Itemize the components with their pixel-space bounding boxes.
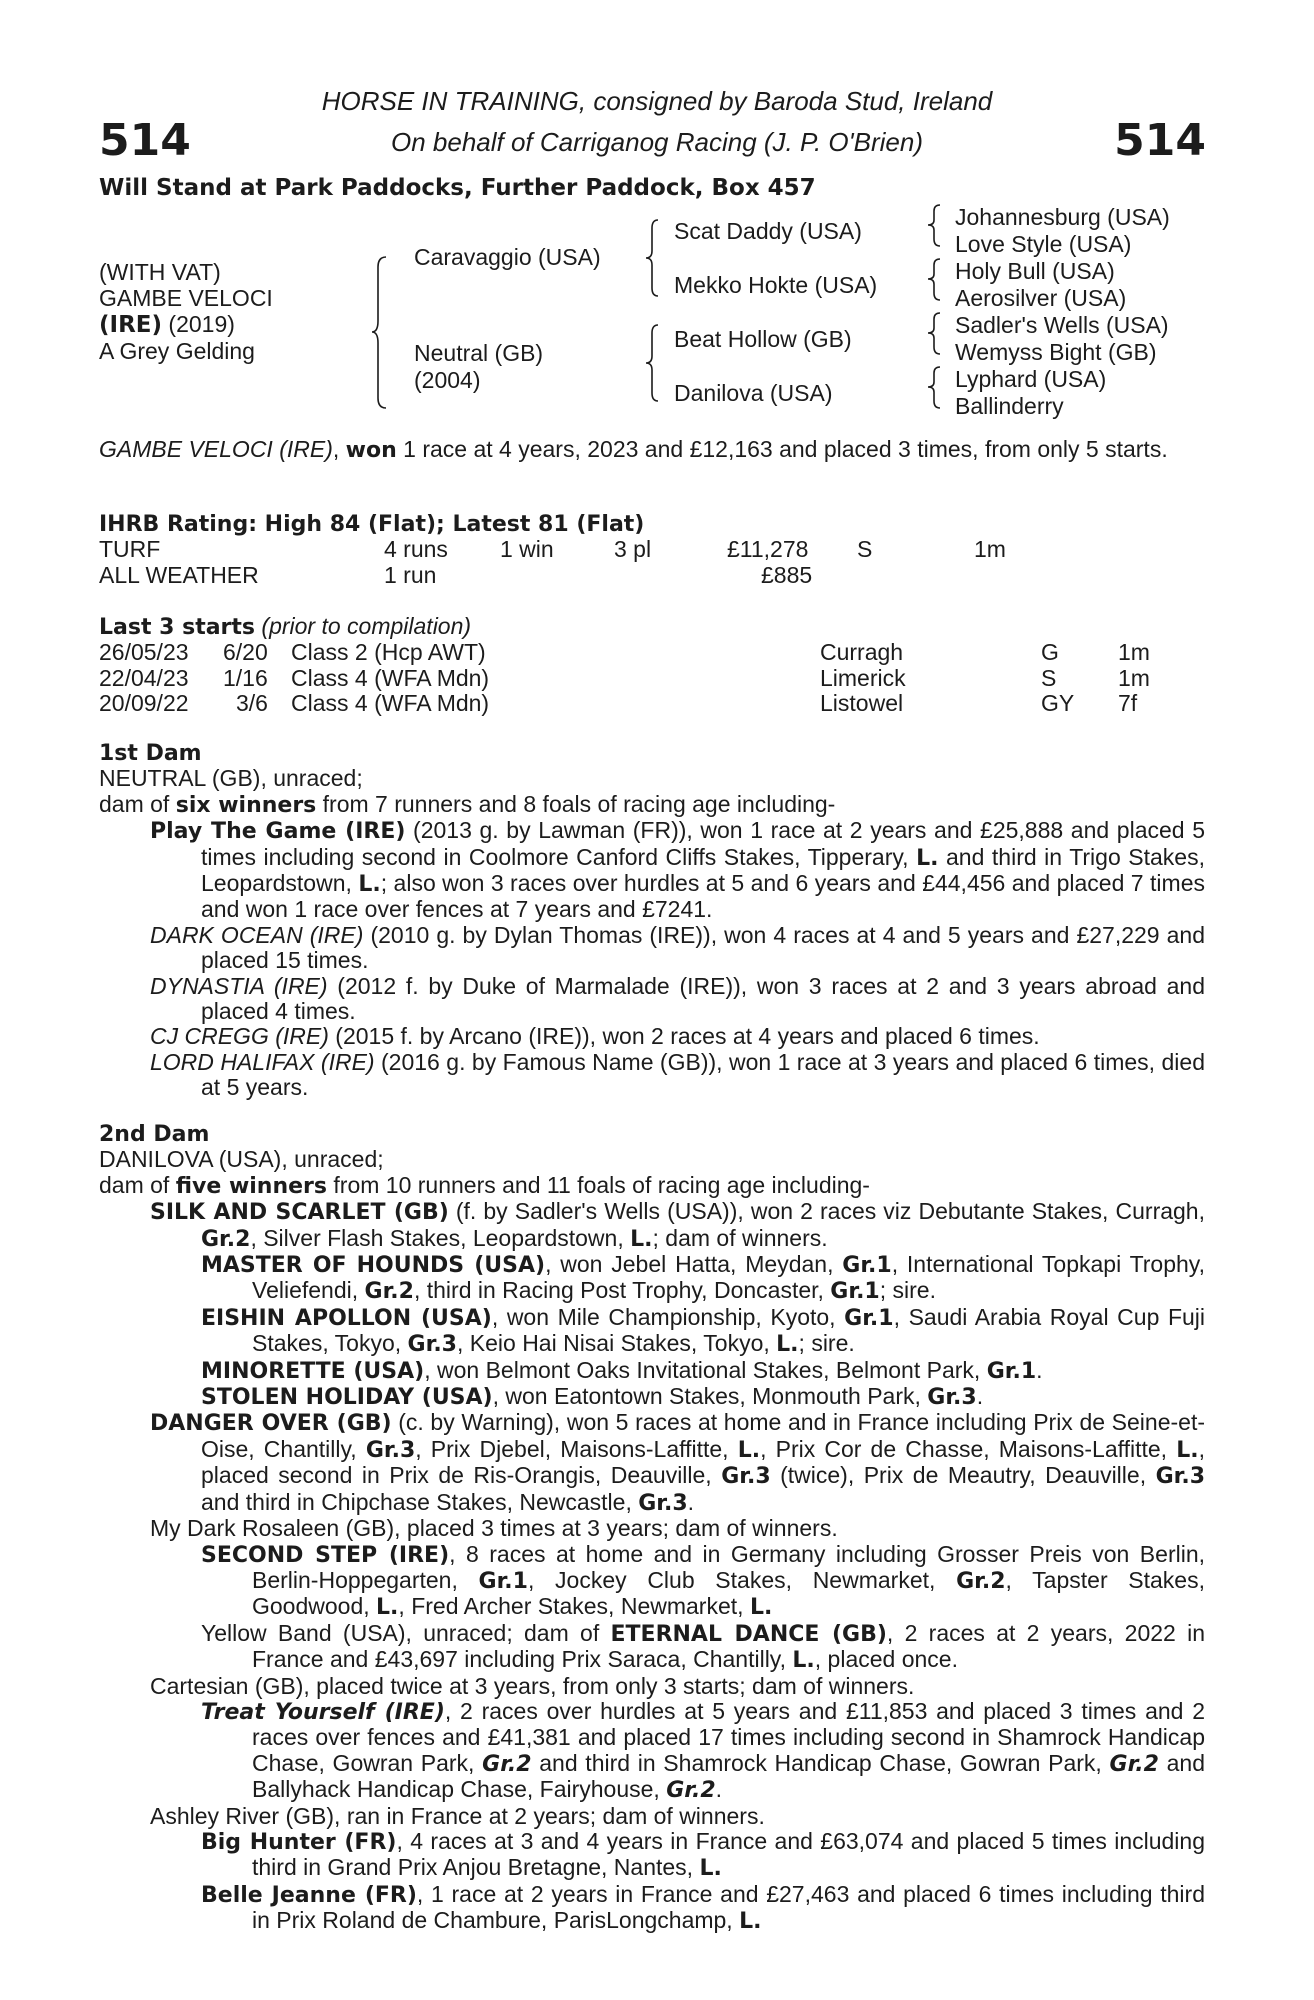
pedigree-brace-3b xyxy=(928,258,948,302)
horse-origin-year: (IRE) (2019) xyxy=(99,311,235,338)
consignor-line: HORSE IN TRAINING, consigned by Baroda Stud, Ireland xyxy=(321,86,993,116)
pedigree-brace-3c xyxy=(928,312,948,356)
granddam-4: Ballinderry xyxy=(955,393,1064,419)
progeny-entry: LORD HALIFAX (IRE) (2016 g. by Famous Name (GB)), won 1 race at 3 years and placed 6 times, died at 5 years. xyxy=(150,1048,1205,1101)
pedigree-brace-3d xyxy=(928,366,948,410)
progeny-entry: DYNASTIA (IRE) (2012 f. by Duke of Marmalade (IRE)), won 3 races at 2 and 3 years abroad and placed 4 times. xyxy=(150,972,1206,1025)
granddam-3: Wemyss Bight (GB) xyxy=(955,339,1157,365)
lot-number-right: 514 xyxy=(1114,115,1206,166)
progeny-entry: EISHIN APOLLON (USA), won Mile Championship, Kyoto, Gr.1, Saudi Arabia Royal Cup Fuji Stakes, Tokyo, Gr.3, Keio Hai Nisai Stakes, Tokyo, L.; sire. xyxy=(201,1303,1206,1358)
pedigree-brace-1 xyxy=(372,255,402,410)
second-dam-intro: dam of five winners from 10 runners and 11 foals of racing age including- xyxy=(99,1171,870,1199)
pedigree-brace-2b xyxy=(646,323,666,403)
sire-sire: Scat Daddy (USA) xyxy=(674,218,862,244)
progeny-entry: MASTER OF HOUNDS (USA), won Jebel Hatta, Meydan, Gr.1, International Topkapi Trophy, Veliefendi, Gr.2, third in Racing Post Trophy, Doncaster, Gr.1; sire. xyxy=(201,1251,1205,1305)
dam-dam: Danilova (USA) xyxy=(674,380,833,406)
horse-name: GAMBE VELOCI xyxy=(99,285,273,311)
race-summary: GAMBE VELOCI (IRE), won 1 race at 4 years, 2023 and £12,163 and placed 3 times, from only 5 starts. xyxy=(99,436,1168,463)
progeny-entry: DARK OCEAN (IRE) (2010 g. by Dylan Thomas (IRE)), won 4 races at 4 and 5 years and £27,229 and placed 15 times. xyxy=(150,921,1205,974)
progeny-entry: Play The Game (IRE) (2013 g. by Lawman (FR)), won 1 race at 2 years and £25,888 and placed 5 times including second in Coolmore Canford Cliffs Stakes, Tipperary, L. and third in Trigo Stakes, Leopardstown, L.; also won 3 races over hurdles at 5 and 6 years and £44,456 and placed 7 times and won 1 race over fences at 7 years and £7241. xyxy=(150,817,1205,923)
horse-description: A Grey Gelding xyxy=(99,338,255,364)
second-dam-section xyxy=(99,1122,1205,1935)
progeny-entry: Belle Jeanne (FR), 1 race at 2 years in France and £27,463 and placed 6 times including third in Prix Roland de Chambure, ParisLongchamp, L. xyxy=(201,1880,1205,1935)
grandsire-3: Sadler's Wells (USA) xyxy=(955,312,1169,338)
first-dam-intro: dam of six winners from 7 runners and 8 foals of racing age including- xyxy=(99,790,836,818)
stand-location: Will Stand at Park Paddocks, Further Paddock, Box 457 xyxy=(99,175,816,201)
second-dam-title: 2nd Dam xyxy=(99,1122,210,1147)
dam-year: (2004) xyxy=(414,367,481,393)
grandsire-1: Johannesburg (USA) xyxy=(955,204,1170,230)
first-dam-title: 1st Dam xyxy=(99,741,202,766)
dam: Neutral (GB) xyxy=(414,340,544,366)
progeny-entry: Ashley River (GB), ran in France at 2 years; dam of winners. xyxy=(150,1802,765,1829)
vat-label: (WITH VAT) xyxy=(99,259,221,285)
progeny-entry: SILK AND SCARLET (GB) (f. by Sadler's Wells (USA)), won 2 races viz Debutante Stakes, Curragh, Gr.2, Silver Flash Stakes, Leopardstown, L.; dam of winners. xyxy=(150,1198,1205,1252)
start-row: 20/09/22 3/6 Class 4 (WFA Mdn) Listowel GY 7f xyxy=(99,690,1138,717)
on-behalf-line: On behalf of Carriganog Racing (J. P. O'Brien) xyxy=(391,127,923,157)
progeny-entry: CJ CREGG (IRE) (2015 f. by Arcano (IRE)), won 2 races at 4 years and placed 6 times. xyxy=(150,1023,1040,1050)
second-dam-name: DANILOVA (USA), unraced; xyxy=(99,1146,384,1173)
progeny-entry: DANGER OVER (GB) (c. by Warning), won 5 races at home and in France including Prix de Seine-et-Oise, Chantilly, Gr.3, Prix Djebel, Maisons-Laffitte, L., Prix Cor de Chasse, Maisons-Laffitte, L., placed second in Prix de Ris-Orangis, Deauville, Gr.3 (twice), Prix de Meautry, Deauville, Gr.3 and third in Chipchase Stakes, Newcastle, Gr.3. xyxy=(150,1409,1205,1516)
progeny-entry: SECOND STEP (IRE), 8 races at home and in Germany including Grosser Preis von Berlin, Berlin-Hoppegarten, Gr.1, Jockey Club Stakes, Newmarket, Gr.2, Tapster Stakes, Goodwood, L., Fred Archer Stakes, Newmarket, L. xyxy=(201,1540,1206,1621)
rating-section xyxy=(99,512,1205,588)
sire: Caravaggio (USA) xyxy=(414,244,601,270)
grandsire-4: Lyphard (USA) xyxy=(955,366,1107,392)
progeny-entry: Cartesian (GB), placed twice at 3 years, from only 3 starts; dam of winners. xyxy=(150,1672,915,1699)
pedigree-brace-2a xyxy=(646,218,666,298)
progeny-entry: STOLEN HOLIDAY (USA), won Eatontown Stakes, Monmouth Park, Gr.3. xyxy=(201,1383,984,1411)
grandsire-2: Holy Bull (USA) xyxy=(955,258,1115,284)
first-dam-name: NEUTRAL (GB), unraced; xyxy=(99,765,363,792)
progeny-entry: MINORETTE (USA), won Belmont Oaks Invitational Stakes, Belmont Park, Gr.1. xyxy=(201,1356,1043,1384)
granddam-2: Aerosilver (USA) xyxy=(955,285,1127,311)
start-row: 26/05/23 6/20 Class 2 (Hcp AWT) Curragh G 1m xyxy=(99,639,1150,666)
start-row: 22/04/23 1/16 Class 4 (WFA Mdn) Limerick S 1m xyxy=(99,664,1150,691)
pedigree-brace-3a xyxy=(928,204,948,248)
dam-sire: Beat Hollow (GB) xyxy=(674,326,852,352)
progeny-entry: Big Hunter (FR), 4 races at 3 and 4 years in France and £63,074 and placed 5 times including third in Grand Prix Anjou Bretagne, Nantes, L. xyxy=(201,1827,1205,1882)
rating-row-all-weather: ALL WEATHER 1 run £885 xyxy=(99,561,813,588)
granddam-1: Love Style (USA) xyxy=(955,231,1132,257)
first-dam-section xyxy=(99,741,1205,1101)
lot-number-left: 514 xyxy=(99,115,191,166)
progeny-entry: Yellow Band (USA), unraced; dam of ETERNAL DANCE (GB), 2 races at 2 years, 2022 in France and £43,697 including Prix Saraca, Chantilly, L., placed once. xyxy=(201,1619,1206,1674)
progeny-entry: My Dark Rosaleen (GB), placed 3 times at 3 years; dam of winners. xyxy=(150,1515,838,1542)
progeny-entry: Treat Yourself (IRE), 2 races over hurdles at 5 years and £11,853 and placed 3 times and 2 races over fences and £41,381 and placed 17 times including second in Shamrock Handicap Chase, Gowran Park, Gr.2 and third in Shamrock Handicap Chase, Gowran Park, Gr.2 and Ballyhack Handicap Chase, Fairyhouse, Gr.2. xyxy=(201,1697,1206,1804)
last-starts-section: Last 3 starts (prior to compilation) 26/05/23 6/20 Class 2 (Hcp AWT) Curragh G 1m 22/04/23 1/16 Class 4 (WFA Mdn) Limerick S 1m 20/09/22 3/6 Class 4 (WFA Mdn) Listowel GY 7f xyxy=(99,614,1205,717)
rating-title: IHRB Rating: High 84 (Flat); Latest 81 (Flat) xyxy=(99,512,645,537)
sire-dam: Mekko Hokte (USA) xyxy=(674,272,878,298)
rating-row-turf: TURF 4 runs 1 win 3 pl £11,278 S 1m xyxy=(99,536,1006,563)
